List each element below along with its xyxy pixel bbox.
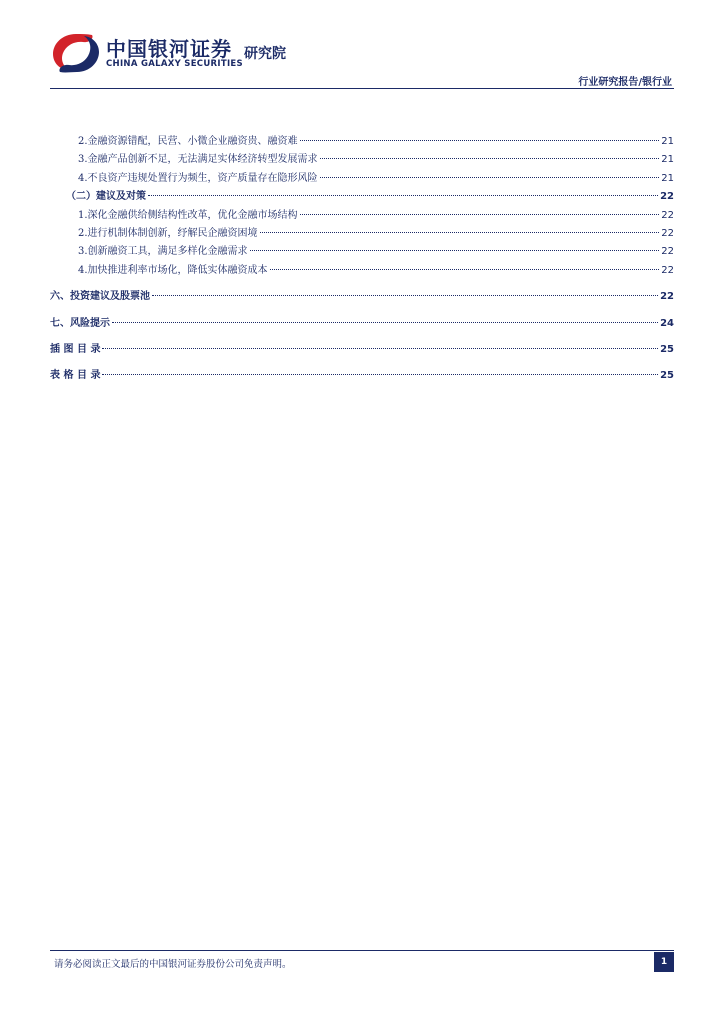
toc-entry-label: 2.进行机制体制创新，纾解民企融资困境 — [78, 227, 258, 239]
toc-entry[interactable] — [50, 261, 674, 279]
report-type: 行业研究报告/银行业 — [578, 77, 672, 88]
toc-entry-label: 3.金融产品创新不足，无法满足实体经济转型发展需求 — [78, 154, 318, 166]
toc-entry-label: 1.深化金融供给侧结构性改革，优化金融市场结构 — [78, 209, 298, 221]
toc-entry[interactable] — [50, 314, 674, 332]
table-of-contents — [50, 132, 674, 385]
toc-entry-label: 六、投资建议及股票池 — [50, 291, 150, 303]
brand-name-cn: 中国银河证券 — [106, 37, 232, 61]
toc-entry-page: 22 — [661, 264, 674, 276]
toc-entry[interactable] — [50, 340, 674, 358]
toc-entry-page: 22 — [661, 209, 674, 221]
toc-entry[interactable] — [50, 224, 674, 242]
toc-entry[interactable] — [50, 187, 674, 205]
toc-leader-dots — [300, 214, 660, 215]
toc-leader-dots — [102, 348, 658, 349]
toc-entry-page: 25 — [660, 343, 674, 355]
toc-entry[interactable] — [50, 287, 674, 305]
toc-entry[interactable] — [50, 242, 674, 260]
toc-entry[interactable] — [50, 206, 674, 224]
toc-spacer — [50, 306, 674, 314]
toc-leader-dots — [260, 232, 660, 233]
brand-subtitle: 研究院 — [244, 46, 286, 62]
toc-entry-label: 表 格 目 录 — [50, 370, 101, 382]
toc-spacer — [50, 332, 674, 340]
toc-entry-label: （二）建议及对策 — [66, 191, 146, 203]
toc-leader-dots — [320, 158, 660, 159]
toc-entry-page: 21 — [661, 172, 674, 184]
toc-entry-label: 2.金融资源错配，民营、小微企业融资贵、融资难 — [78, 136, 298, 147]
toc-spacer — [50, 358, 674, 366]
toc-entry-page: 21 — [661, 154, 674, 166]
toc-entry-label: 4.加快推进利率市场化，降低实体融资成本 — [78, 264, 268, 276]
toc-leader-dots — [270, 269, 660, 270]
page-number: 1 — [654, 952, 674, 972]
toc-entry[interactable] — [50, 150, 674, 168]
toc-entry-page: 22 — [660, 291, 674, 303]
toc-spacer — [50, 279, 674, 287]
toc-entry-label: 七、风险提示 — [50, 317, 110, 329]
toc-entry-page: 21 — [661, 136, 674, 147]
toc-leader-dots — [152, 295, 658, 296]
toc-entry-page: 24 — [660, 317, 674, 329]
toc-leader-dots — [148, 195, 658, 196]
footer-divider — [50, 950, 674, 951]
toc-entry-page: 22 — [661, 227, 674, 239]
toc-entry-label: 插 图 目 录 — [50, 343, 101, 355]
toc-leader-dots — [320, 177, 660, 178]
toc-entry-label: 4.不良资产违规处置行为频生，资产质量存在隐形风险 — [78, 172, 318, 184]
toc-entry[interactable] — [50, 132, 674, 150]
toc-entry-page: 22 — [661, 246, 674, 258]
toc-entry[interactable] — [50, 169, 674, 187]
header-divider — [50, 88, 674, 89]
footer-disclaimer: 请务必阅读正文最后的中国银河证券股份公司免责声明。 — [54, 959, 292, 970]
toc-leader-dots — [102, 374, 658, 375]
toc-entry-page: 22 — [660, 191, 674, 203]
toc-entry-label: 3.创新融资工具，满足多样化金融需求 — [78, 246, 248, 258]
toc-leader-dots — [300, 140, 660, 141]
galaxy-logo-icon — [50, 30, 102, 76]
toc-entry[interactable] — [50, 366, 674, 384]
toc-leader-dots — [250, 250, 660, 251]
toc-leader-dots — [112, 322, 658, 323]
brand-name-en: CHINA GALAXY SECURITIES — [106, 59, 243, 69]
toc-entry-page: 25 — [660, 370, 674, 382]
